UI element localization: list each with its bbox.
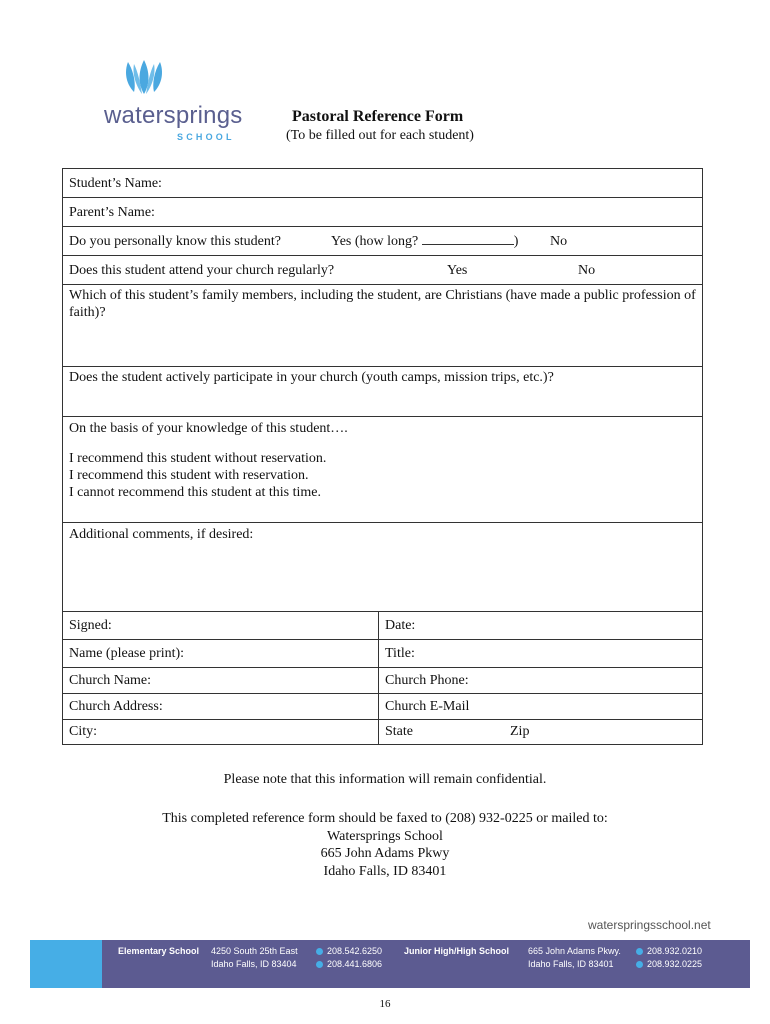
attend-yes-option[interactable]: Yes bbox=[447, 263, 468, 278]
parent-name-field[interactable] bbox=[63, 198, 702, 227]
mail-school: Watersprings School bbox=[327, 828, 443, 844]
footer-bar bbox=[30, 940, 750, 988]
faith-question: Which of this student’s family members, including the student, are Christians (have made a public profession of faith)? bbox=[69, 288, 696, 320]
church-phone-field[interactable]: Church Phone: bbox=[385, 673, 469, 688]
phone-icon bbox=[636, 948, 643, 955]
form-title: Pastoral Reference Form bbox=[292, 108, 464, 125]
mail-street: 665 John Adams Pkwy bbox=[320, 846, 450, 861]
title-field[interactable]: Title: bbox=[385, 646, 415, 661]
recommendation-section bbox=[63, 417, 702, 523]
recommend-option-2[interactable]: I recommend this student with reservation. bbox=[69, 468, 309, 483]
know-question: Do you personally know this student? bbox=[69, 234, 281, 249]
recommend-option-3[interactable]: I cannot recommend this student at this time. bbox=[69, 485, 321, 500]
name-row bbox=[63, 640, 702, 668]
form-subtitle: (To be filled out for each student) bbox=[286, 128, 474, 143]
city-field[interactable]: City: bbox=[63, 720, 379, 744]
parent-name-label: Parent’s Name: bbox=[69, 205, 155, 220]
church-email-field[interactable]: Church E-Mail bbox=[385, 699, 470, 714]
highschool-label: Junior High/High School bbox=[404, 946, 509, 956]
church-address-field[interactable]: Church Address: bbox=[63, 694, 379, 719]
zip-field[interactable]: Zip bbox=[510, 724, 530, 739]
highschool-phones: 208.932.0210 208.932.0225 bbox=[636, 945, 702, 971]
fax-icon bbox=[636, 961, 643, 968]
state-zip-field bbox=[379, 720, 702, 744]
know-yes-option[interactable]: Yes (how long? ) bbox=[331, 234, 519, 249]
fax-line: This completed reference form should be faxed to (208) 932-0225 or mailed to: bbox=[162, 811, 608, 826]
attend-question: Does this student attend your church regularly? bbox=[69, 263, 335, 278]
website-link[interactable]: waterspringsschool.net bbox=[588, 918, 711, 932]
elementary-phones: 208.542.6250 208.441.6806 bbox=[316, 945, 382, 971]
name-print-field[interactable]: Name (please print): bbox=[63, 640, 379, 667]
student-name-label: Student’s Name: bbox=[69, 176, 162, 191]
basis-question: On the basis of your knowledge of this student…. bbox=[69, 421, 348, 436]
highschool-address: 665 John Adams Pkwy. Idaho Falls, ID 83401 bbox=[528, 946, 621, 969]
water-drops-icon bbox=[122, 58, 166, 98]
page-number: 16 bbox=[379, 998, 391, 1010]
participation-field[interactable] bbox=[63, 367, 702, 417]
fax-icon bbox=[316, 961, 323, 968]
logo-wordmark: watersprings bbox=[104, 102, 243, 129]
faith-field[interactable] bbox=[63, 285, 702, 367]
student-name-field[interactable] bbox=[63, 169, 702, 198]
know-no-option[interactable]: No bbox=[550, 234, 568, 249]
state-field[interactable]: State bbox=[385, 724, 413, 739]
reference-form bbox=[62, 168, 703, 745]
church-address-row bbox=[63, 694, 702, 720]
recommend-option-1[interactable]: I recommend this student without reservation. bbox=[69, 451, 327, 466]
church-name-field[interactable]: Church Name: bbox=[63, 668, 379, 693]
comments-field[interactable] bbox=[63, 523, 702, 612]
elementary-label: Elementary School bbox=[118, 946, 200, 956]
church-name-row bbox=[63, 668, 702, 694]
participation-question: Does the student actively participate in your church (youth camps, mission trips, etc.)? bbox=[69, 370, 554, 385]
confidential-note: Please note that this information will remain confidential. bbox=[223, 772, 547, 787]
elementary-address: 4250 South 25th East Idaho Falls, ID 83404 bbox=[211, 946, 298, 969]
signed-field[interactable]: Signed: bbox=[63, 612, 379, 639]
comments-label: Additional comments, if desired: bbox=[69, 527, 254, 542]
school-logo bbox=[104, 58, 254, 146]
attend-no-option[interactable]: No bbox=[578, 263, 596, 278]
footer-accent bbox=[30, 940, 102, 988]
know-student-row bbox=[63, 227, 702, 256]
how-long-blank[interactable] bbox=[422, 232, 514, 245]
phone-icon bbox=[316, 948, 323, 955]
city-row bbox=[63, 720, 702, 744]
attend-church-row bbox=[63, 256, 702, 285]
date-field[interactable]: Date: bbox=[385, 618, 416, 633]
mailing-instructions bbox=[0, 810, 770, 880]
mail-city: Idaho Falls, ID 83401 bbox=[323, 863, 447, 879]
signed-row bbox=[63, 612, 702, 640]
logo-subtitle: SCHOOL bbox=[177, 132, 235, 142]
